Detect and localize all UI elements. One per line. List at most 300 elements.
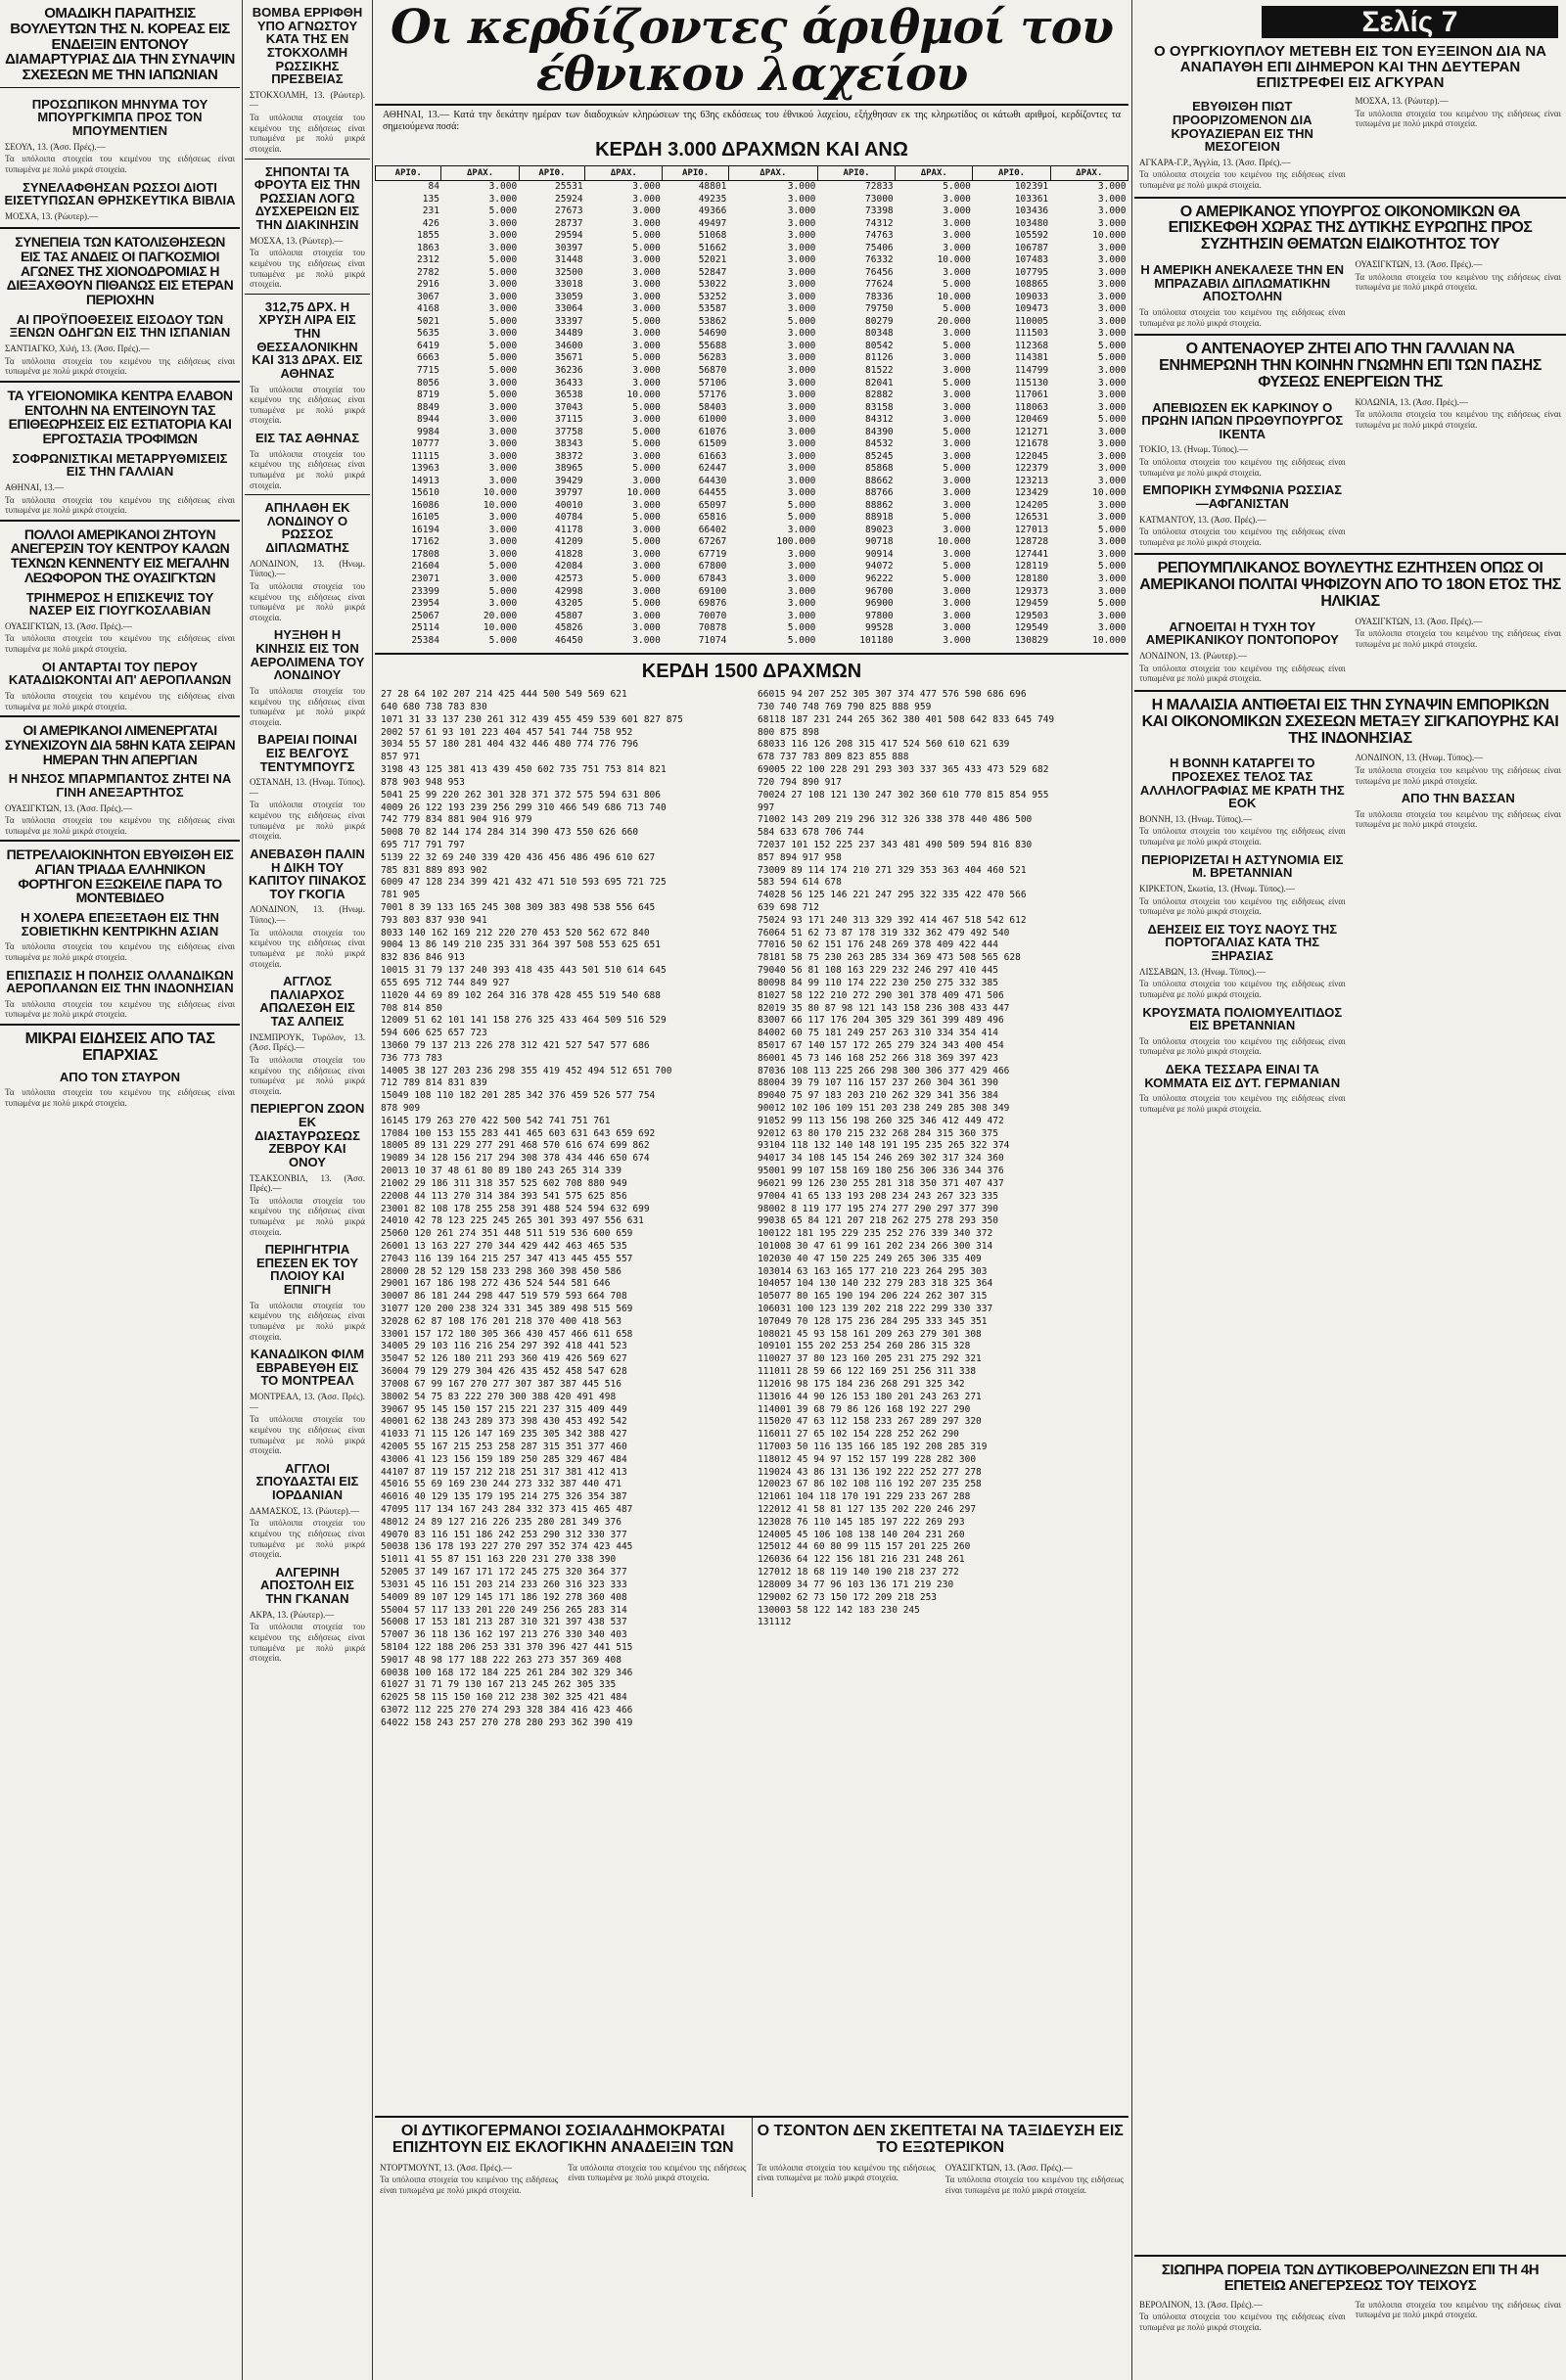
prize-amount: 5.000 — [632, 536, 661, 548]
lottery-row — [376, 267, 1128, 280]
winning-number-line: 13060 79 137 213 226 278 312 421 527 547 577 686 — [381, 1039, 650, 1051]
article-text: Τα υπόλοιπα στοιχεία του κειμένου της ειδήσεως είναι τυπωμένα με πολύ μικρά στοιχεία. — [5, 998, 235, 1020]
lottery-row — [376, 194, 1128, 206]
prize-amount: 3.000 — [943, 206, 971, 217]
lottery-row — [376, 181, 1128, 194]
winning-number-line: 110027 37 80 123 160 205 231 275 292 321 — [758, 1353, 982, 1365]
prize-amount: 3.000 — [632, 499, 661, 511]
ticket-number: 16105 — [411, 512, 439, 524]
prize-amount: 3.000 — [787, 217, 816, 229]
page-number-label: Σελίς 7 — [1262, 6, 1558, 38]
dateline: ΒΕΡΟΛΙΝΟΝ, 13. (Άσσ. Πρές).— — [1139, 2299, 1263, 2310]
prize-amount: 3.000 — [488, 291, 518, 302]
ticket-number: 129459 — [1014, 598, 1049, 610]
ticket-number: 38343 — [555, 438, 583, 450]
lottery-row — [376, 206, 1128, 218]
ticket-number: 109473 — [1014, 303, 1049, 315]
article-text: Τα υπόλοιπα στοιχεία του κειμένου της ειδήσεως είναι τυπωμένα με πολύ μικρά στοιχεία. — [1355, 2299, 1561, 2320]
prize-amount: 3.000 — [488, 426, 518, 437]
prize-amount: 3.000 — [632, 622, 661, 634]
article-text: Τα υπόλοιπα στοιχεία του κειμένου της ειδήσεως είναι τυπωμένα με πολύ μικρά στοιχεία. — [5, 494, 235, 516]
ticket-number: 2782 — [417, 266, 439, 278]
prize-amount: 3.000 — [943, 193, 971, 205]
prize-amount: 3.000 — [488, 450, 518, 462]
lottery-row — [376, 598, 1128, 611]
prize-amount: 3.000 — [943, 389, 971, 401]
winning-number-line: 29001 167 186 198 272 436 524 544 581 646 — [381, 1278, 611, 1290]
winning-number-line: 104057 104 130 140 232 279 283 318 325 364 — [758, 1278, 993, 1290]
winning-number-line: 124005 45 106 108 138 140 204 231 260 — [758, 1529, 965, 1540]
prize-amount: 5.000 — [632, 401, 661, 413]
ticket-number: 108865 — [1014, 279, 1049, 291]
winning-number-line: 86001 45 73 146 168 252 266 318 369 397 423 — [758, 1052, 998, 1064]
headline-gold-sovereign: 312,75 ΔΡΧ. Η ΧΡΥΣΗ ΛΙΡΑ ΕΙΣ ΤΗΝ ΘΕΣΣΑΛΟΝΙΚΗΝ ΚΑΙ 313 ΔΡΑΧ. ΕΙΣ ΑΘΗΝΑΣ — [252, 298, 363, 381]
prize-amount: 3.000 — [632, 303, 661, 315]
prize-amount: 3.000 — [488, 181, 518, 192]
prize-amount: 3.000 — [787, 585, 816, 597]
ticket-number: 109033 — [1014, 291, 1049, 302]
prize-amount: 3.000 — [1097, 450, 1127, 462]
ticket-number: 64430 — [698, 475, 727, 486]
lottery-row — [376, 525, 1128, 537]
prize-amount: 5.000 — [1097, 524, 1127, 535]
ticket-number: 65816 — [698, 512, 727, 524]
ticket-number: 88766 — [865, 487, 894, 499]
winning-number-line: 100122 181 195 229 235 252 276 339 340 372 — [758, 1228, 993, 1240]
ticket-number: 45807 — [555, 610, 583, 621]
winning-number-line: 68033 116 126 208 315 417 524 560 610 621 639 — [758, 739, 1010, 751]
subhead-ship-fate: ΑΓΝΟΕΙΤΑΙ Η ΤΥΧΗ ΤΟΥ ΑΜΕΡΙΚΑΝΙΚΟΥ ΠΟΝΤΟΠΟΡΟΥ — [1145, 618, 1339, 648]
dateline: ΛΙΣΣΑΒΩΝ, 13. (Ηνωμ. Τύπος).— — [1139, 966, 1266, 977]
lottery-row — [376, 365, 1128, 378]
lottery-row — [376, 414, 1128, 427]
ticket-number: 10777 — [411, 438, 439, 450]
ticket-number: 33018 — [555, 279, 583, 291]
winning-number-line: 32028 62 87 108 176 201 218 370 400 418 563 — [381, 1315, 622, 1327]
article-text: Τα υπόλοιπα στοιχεία του κειμένου της ειδήσεως είναι τυπωμένα με πολύ μικρά στοιχεία. — [1139, 663, 1346, 684]
ticket-number: 120469 — [1014, 414, 1049, 426]
prize-amount: 5.000 — [787, 512, 816, 524]
prize-amount: 3.000 — [1097, 610, 1127, 621]
ticket-number: 16194 — [411, 524, 439, 535]
subhead-bourguiba: ΠΡΟΣΩΠΙΚΟΝ ΜΗΝΥΜΑ ΤΟΥ ΜΠΟΥΡΓΚΙΜΠΑ ΠΡΟΣ ΤΟΝ ΜΠΟΥΜΕΝΤΙΕΝ — [31, 96, 208, 139]
winning-number-line: 11020 44 69 89 102 264 316 378 428 455 519 540 688 — [381, 989, 661, 1001]
prize-amount: 5.000 — [632, 598, 661, 610]
headline-canadian-film: ΚΑΝΑΔΙΚΟΝ ΦΙΛΜ ΕΒΡΑΒΕΥΘΗ ΕΙΣ ΤΟ ΜΟΝΤΡΕΑΛ — [250, 1347, 365, 1389]
ticket-number: 8944 — [417, 414, 439, 426]
winning-number-line: 54009 89 107 129 145 171 186 192 278 360 408 — [381, 1591, 627, 1603]
prize-amount: 3.000 — [488, 328, 518, 340]
ticket-number: 69876 — [698, 598, 727, 610]
ticket-number: 61076 — [698, 426, 727, 437]
headline-us-treasury: Ο ΑΜΕΡΙΚΑΝΟΣ ΥΠΟΥΡΓΟΣ ΟΙΚΟΝΟΜΙΚΩΝ ΘΑ ΕΠΙΣΚΕΦΘΗ ΧΩΡΑΣ ΤΗΣ ΔΥΤΙΚΗΣ ΕΥΡΩΠΗΣ ΠΡΟΣ ΣΥΖΗΤΗΣΙΝ ΘΕΜΑΤΩΝ ΕΙΔΙΚΟΤΗΤΟΣ ΤΟΥ — [1168, 203, 1533, 253]
winning-number-line: 79040 56 81 108 163 229 232 246 297 410 445 — [758, 965, 998, 977]
winning-number-line: 120023 67 86 102 108 116 192 207 235 258 — [758, 1479, 982, 1490]
prize-amount: 3.000 — [488, 536, 518, 548]
lottery-title-1500: ΚΕΡΔΗ 1500 ΔΡΑΧΜΩΝ — [641, 661, 862, 683]
lottery-header-row — [376, 166, 1128, 181]
ticket-number: 34600 — [555, 340, 583, 351]
winning-number-line: 53031 45 116 151 203 214 233 260 316 323 333 — [381, 1579, 627, 1590]
prize-amount: 3.000 — [943, 328, 971, 340]
ticket-number: 94072 — [865, 561, 894, 572]
dateline: ΑΚΡΑ, 13. (Ρώυτερ).— — [250, 1609, 335, 1620]
winning-number-line: 730 740 748 769 790 825 888 959 — [758, 702, 932, 712]
winning-number-line: 35047 52 126 180 211 293 360 419 426 569 627 — [381, 1353, 627, 1365]
headline-dodd-travel: Ο ΤΣΟΝΤΟΝ ΔΕΝ ΣΚΕΠΤΕΤΑΙ ΝΑ ΤΑΞΙΔΕΥΣΗ ΕΙΣ ΤΟ ΕΞΩΤΕΡΙΚΟΝ — [757, 2123, 1124, 2156]
lottery-row — [376, 243, 1128, 255]
prize-amount: 10.000 — [1092, 230, 1127, 242]
winning-numbers-left — [381, 689, 746, 1729]
ticket-number: 130829 — [1014, 634, 1049, 646]
prize-amount: 10.000 — [1092, 487, 1127, 499]
subhead-russians-arrested: ΣΥΝΕΛΑΦΘΗΣΑΝ ΡΩΣΣΟΙ ΔΙΟΤΙ ΕΙΣΕΤΥΠΩΣΑΝ ΘΡΗΣΚΕΥΤΙΚΑ ΒΙΒΛΙΑ — [4, 179, 236, 208]
dateline: ΒΟΝΝΗ, 13. (Ηνωμ. Τύπος).— — [1139, 813, 1253, 824]
winning-number-line: 857 894 917 958 — [758, 851, 842, 863]
prize-amount: 3.000 — [787, 450, 816, 462]
lottery-row — [376, 352, 1128, 365]
winning-number-line: 121061 104 118 170 191 229 233 267 288 — [758, 1491, 971, 1503]
prize-amount: 3.000 — [488, 230, 518, 242]
winning-number-line: 1071 31 33 137 230 261 312 439 455 459 539 601 827 875 — [381, 713, 683, 725]
article-text: Τα υπόλοιπα στοιχεία του κειμένου της ειδήσεως είναι τυπωμένα με πολύ μικρά στοιχεία. — [1355, 808, 1561, 830]
prize-amount: 3.000 — [787, 414, 816, 426]
prize-amount: 10.000 — [626, 389, 661, 401]
winning-number-line: 74028 56 125 146 221 247 295 322 335 422 470 566 — [758, 890, 1027, 901]
prize-amount: 5.000 — [488, 389, 518, 401]
ticket-number: 33064 — [555, 303, 583, 315]
ticket-number: 57106 — [698, 377, 727, 389]
ticket-number: 126531 — [1014, 512, 1049, 524]
column-2 — [245, 0, 370, 2380]
prize-amount: 3.000 — [943, 598, 971, 610]
prize-amount: 5.000 — [943, 340, 971, 351]
headline-stockholm-bomb: ΒΟΜΒΑ ΕΡΡΙΦΘΗ ΥΠΟ ΑΓΝΩΣΤΟΥ ΚΑΤΑ ΤΗΣ ΕΝ ΣΤΟΚΧΟΛΜΗ ΡΩΣΣΙΚΗΣ ΠΡΕΣΒΕΙΑΣ — [252, 5, 363, 87]
prize-amount: 3.000 — [943, 475, 971, 486]
ticket-number: 41828 — [555, 548, 583, 560]
ticket-number: 42084 — [555, 561, 583, 572]
prize-amount: 3.000 — [787, 206, 816, 217]
winning-number-line: 107049 70 128 175 236 284 295 333 345 351 — [758, 1315, 988, 1327]
prize-amount: 3.000 — [787, 242, 816, 253]
article-text: Τα υπόλοιπα στοιχεία του κειμένου της ειδήσεως είναι τυπωμένα με πολύ μικρά στοιχεία. — [250, 1414, 365, 1456]
winning-number-line: 95001 99 107 158 169 180 256 306 336 344 376 — [758, 1166, 1004, 1177]
article-text: Τα υπόλοιπα στοιχεία του κειμένου της ειδήσεως είναι τυπωμένα με πολύ μικρά στοιχεία. — [250, 1622, 365, 1664]
ticket-number: 82882 — [865, 389, 894, 401]
ticket-number: 88862 — [865, 499, 894, 511]
winning-number-line: 91052 99 113 156 198 260 325 346 412 449 472 — [758, 1115, 1004, 1126]
prize-amount: 10.000 — [483, 487, 518, 499]
headline-provincial-news: ΜΙΚΡΑΙ ΕΙΔΗΣΕΙΣ ΑΠΟ ΤΑΣ ΕΠΑΡΧΙΑΣ — [24, 1030, 215, 1064]
lottery-row — [376, 292, 1128, 304]
headline-berlin-wall-march: ΣΙΩΠΗΡΑ ΠΟΡΕΙΑ ΤΩΝ ΔΥΤΙΚΟΒΕΡΟΛΙΝΕΖΩΝ ΕΠΙ ΤΗ 4Η ΕΠΕΤΕΙΩ ΑΝΕΓΕΡΣΕΩΣ ΤΟΥ ΤΕΙΧΟΥΣ — [1161, 2262, 1540, 2294]
prize-amount: 5.000 — [632, 230, 661, 242]
prize-amount: 20.000 — [937, 315, 971, 327]
ticket-number: 3067 — [417, 291, 439, 302]
prize-amount: 3.000 — [1097, 291, 1127, 302]
winning-number-line: 57007 36 118 136 162 197 213 276 330 340 403 — [381, 1629, 627, 1641]
article-text: Τα υπόλοιπα στοιχεία του κειμένου της ειδήσεως είναι τυπωμένα με πολύ μικρά στοιχεία. — [1139, 169, 1346, 191]
winning-number-line: 785 831 889 893 902 — [381, 864, 487, 876]
winning-number-line: 97004 41 65 133 193 208 234 243 267 323 335 — [758, 1190, 998, 1202]
prize-amount: 3.000 — [488, 475, 518, 486]
prize-amount: 5.000 — [943, 181, 971, 192]
ticket-number: 67267 — [698, 536, 727, 548]
dateline: ΛΟΝΔΙΝΟΝ, 13. (Ηνωμ. Τύπος).— — [250, 904, 365, 926]
ticket-number: 58403 — [698, 401, 727, 413]
ticket-number: 29594 — [555, 230, 583, 242]
prize-amount: 3.000 — [1097, 364, 1127, 376]
winning-number-line: 73009 89 114 174 210 271 329 353 363 404 460 521 — [758, 864, 1027, 876]
winning-number-line: 15049 108 110 182 201 285 342 376 459 526 577 754 — [381, 1090, 656, 1102]
ticket-number: 128119 — [1014, 561, 1049, 572]
ticket-number: 84390 — [865, 426, 894, 437]
dateline: ΛΟΝΔΙΝΟΝ, 13. (Ρώυτερ).— — [1139, 651, 1247, 662]
prize-amount: 5.000 — [488, 561, 518, 572]
ticket-number: 103361 — [1014, 193, 1049, 205]
ticket-number: 51068 — [698, 230, 727, 242]
ticket-number: 13963 — [411, 463, 439, 475]
prize-amount: 5.000 — [943, 377, 971, 389]
prize-amount: 3.000 — [632, 475, 661, 486]
prize-amount: 3.000 — [787, 598, 816, 610]
lottery-row — [376, 303, 1128, 316]
prize-amount: 100.000 — [776, 536, 816, 548]
headline-tourist-drowned: ΠΕΡΙΗΓΗΤΡΙΑ ΕΠΕΣΕΝ ΕΚ ΤΟΥ ΠΛΟΙΟΥ ΚΑΙ ΕΠΝΙΓΗ — [256, 1242, 358, 1298]
headline-korea-resignation: ΟΜΑΔΙΚΗ ΠΑΡΑΙΤΗΣΙΣ ΒΟΥΛΕΥΤΩΝ ΤΗΣ Ν. ΚΟΡΕΑΣ ΕΙΣ ΕΝΔΕΙΞΙΝ ΕΝΤΟΝΟΥ ΔΙΑΜΑΡΤΥΡΙΑΣ ΔΙΑ ΤΗΝ ΣΥΝΑΨΙΝ ΣΧΕΣΕΩΝ ΜΕ ΤΗΝ ΙΑΠΩΝΙΑΝ — [5, 5, 235, 83]
lottery-row — [376, 586, 1128, 599]
article-text: Τα υπόλοιπα στοιχεία του κειμένου της ειδήσεως είναι τυπωμένα με πολύ μικρά στοιχεία. — [5, 154, 235, 174]
article-text: Τα υπόλοιπα στοιχεία του κειμένου της ειδήσεως είναι τυπωμένα με πολύ μικρά στοιχεία. — [250, 248, 365, 290]
prize-amount: 3.000 — [632, 548, 661, 560]
winning-number-line: 7001 8 39 133 165 245 308 309 383 498 538 556 645 — [381, 902, 656, 913]
prize-amount: 10.000 — [937, 291, 971, 302]
winning-number-line: 81027 58 122 210 272 290 301 378 409 471 506 — [758, 989, 1004, 1001]
winning-number-line: 130003 58 122 142 183 230 245 — [758, 1604, 920, 1616]
ticket-number: 80279 — [865, 315, 894, 327]
article-text: Τα υπόλοιπα στοιχεία του κειμένου της ειδήσεως είναι τυπωμένα με πολύ μικρά στοιχεία. — [250, 685, 365, 727]
lottery-section — [375, 0, 1128, 2380]
ticket-number: 7715 — [417, 364, 439, 376]
prize-amount: 5.000 — [787, 315, 816, 327]
prize-amount: 5.000 — [488, 364, 518, 376]
article-text: Τα υπόλοιπα στοιχεία του κειμένου της ειδήσεως είναι τυπωμένα με πολύ μικρά στοιχεία. — [250, 384, 365, 426]
winning-number-line: 16145 179 263 270 422 500 542 741 751 761 — [381, 1115, 611, 1126]
prize-amount: 3.000 — [787, 561, 816, 572]
prize-amount: 5.000 — [787, 634, 816, 646]
header-amount: ΔΡΑΧ. — [585, 166, 663, 181]
ticket-number: 16086 — [411, 499, 439, 511]
ticket-number: 112368 — [1014, 340, 1049, 351]
prize-amount: 5.000 — [632, 242, 661, 253]
prize-amount: 3.000 — [1097, 463, 1127, 475]
winning-number-line: 94017 34 108 145 154 246 269 302 317 324 360 — [758, 1153, 1004, 1165]
dateline: ΚΟΛΩΝΙΑ, 13. (Άσσ. Πρές).— — [1355, 396, 1468, 407]
ticket-number: 46450 — [555, 634, 583, 646]
ticket-number: 17808 — [411, 548, 439, 560]
ticket-number: 56283 — [698, 352, 727, 364]
ticket-number: 124205 — [1014, 499, 1049, 511]
ticket-number: 2916 — [417, 279, 439, 291]
ticket-number: 8056 — [417, 377, 439, 389]
winning-number-line: 8033 140 162 169 212 220 270 453 520 562 672 840 — [381, 927, 650, 938]
winning-number-line: 51011 41 55 87 151 163 220 231 270 338 390 — [381, 1554, 617, 1566]
winning-number-line: 68118 187 231 244 265 362 380 401 508 642 833 645 749 — [758, 713, 1055, 725]
ticket-number: 38965 — [555, 463, 583, 475]
header-amount: ΔΡΑΧ. — [896, 166, 973, 181]
prize-amount: 3.000 — [1097, 303, 1127, 315]
winning-number-line: 46016 40 129 135 179 195 214 275 326 354 387 — [381, 1491, 627, 1503]
prize-amount: 3.000 — [632, 524, 661, 535]
prize-amount: 3.000 — [943, 414, 971, 426]
subhead-russia-afghanistan: ΕΜΠΟΡΙΚΗ ΣΥΜΦΩΝΙΑ ΡΩΣΣΙΑΣ—ΑΦΓΑΝΙΣΤΑΝ — [1142, 482, 1343, 511]
ticket-number: 73398 — [865, 206, 894, 217]
prize-amount: 3.000 — [787, 364, 816, 376]
headline-west-german-socialists: ΟΙ ΔΥΤΙΚΟΓΕΡΜΑΝΟΙ ΣΟΣΙΑΛΔΗΜΟΚΡΑΤΑΙ ΕΠΙΖΗΤΟΥΝ ΕΙΣ ΕΚΛΟΓΙΚΗΝ ΑΝΑΔΕΙΞΙΝ ΤΩΝ — [392, 2123, 734, 2156]
winning-number-line: 37008 67 99 167 270 277 307 387 387 445 516 — [381, 1378, 622, 1390]
prize-amount: 3.000 — [1097, 242, 1127, 253]
winning-number-line: 128009 34 77 96 103 136 171 219 230 — [758, 1579, 954, 1590]
ticket-number: 52847 — [698, 266, 727, 278]
prize-amount: 3.000 — [787, 610, 816, 621]
winning-number-line: 878 909 — [381, 1103, 421, 1114]
winning-number-line: 5041 25 99 220 262 301 328 371 372 575 594 631 806 — [381, 789, 661, 801]
prize-amount: 3.000 — [787, 524, 816, 535]
ticket-number: 43205 — [555, 598, 583, 610]
ticket-number: 110005 — [1014, 315, 1049, 327]
prize-amount: 3.000 — [488, 438, 518, 450]
prize-amount: 5.000 — [488, 634, 518, 646]
winning-number-line: 52005 37 149 167 171 172 245 275 320 364 377 — [381, 1567, 627, 1579]
prize-amount: 3.000 — [1097, 315, 1127, 327]
subhead-ikeda: ΑΠΕΒΙΩΣΕΝ ΕΚ ΚΑΡΚΙΝΟΥ Ο ΠΡΩΗΝ ΙΑΠΩΝ ΠΡΩΘΥΠΟΥΡΓΟΣ ΙΚΕΝΤΑ — [1141, 399, 1344, 441]
prize-amount: 10.000 — [626, 487, 661, 499]
article-text: Τα υπόλοιπα στοιχεία του κειμένου της ειδήσεως είναι τυπωμένα με πολύ μικρά στοιχεία. — [380, 2174, 559, 2195]
article-text: Τα υπόλοιπα στοιχεία του κειμένου της ειδήσεως είναι τυπωμένα με πολύ μικρά στοιχεία. — [250, 927, 365, 969]
prize-amount: 3.000 — [943, 622, 971, 634]
ticket-number: 35671 — [555, 352, 583, 364]
prize-amount: 3.000 — [632, 340, 661, 351]
ticket-number: 54690 — [698, 328, 727, 340]
ticket-number: 74763 — [865, 230, 894, 242]
dateline: ΟΥΑΣΙΓΚΤΩΝ, 13. (Άσσ. Πρές).— — [5, 802, 132, 813]
ticket-number: 5021 — [417, 315, 439, 327]
winning-number-line: 113016 44 90 126 153 180 201 243 263 271 — [758, 1391, 982, 1402]
winning-number-line: 92012 63 80 170 215 232 268 284 315 360 375 — [758, 1127, 998, 1139]
winning-number-line: 742 779 834 881 904 916 979 — [381, 814, 532, 826]
ticket-number: 102391 — [1014, 181, 1049, 192]
winning-number-line: 123028 76 110 145 185 197 222 269 293 — [758, 1516, 965, 1528]
ticket-number: 66402 — [698, 524, 727, 535]
lottery-row — [376, 487, 1128, 500]
dateline: ΚΙΡΚΕΤΟΝ, Σκωτία, 13. (Ηνωμ. Τύπος).— — [1139, 883, 1295, 893]
winning-number-line: 38002 54 75 83 222 270 300 388 420 491 498 — [381, 1391, 617, 1402]
prize-amount: 5.000 — [632, 573, 661, 584]
subhead-cholera: Η ΧΟΛΕΡΑ ΕΠΕΞΕΤΑΘΗ ΕΙΣ ΤΗΝ ΣΟΒΙΕΤΙΚΗΝ ΚΕΝΤΡΙΚΗΝ ΑΣΙΑΝ — [21, 910, 219, 938]
prize-amount: 3.000 — [943, 352, 971, 364]
lottery-row — [376, 389, 1128, 402]
ticket-number: 33397 — [555, 315, 583, 327]
dateline: ΛΟΝΔΙΝΟΝ, 13. (Ηνωμ. Τύπος).— — [250, 558, 365, 579]
lottery-row — [376, 549, 1128, 562]
ticket-number: 25067 — [411, 610, 439, 621]
winning-number-line: 878 903 948 953 — [381, 776, 465, 788]
winning-number-line: 84002 60 75 181 249 257 263 310 334 354 414 — [758, 1028, 998, 1039]
ticket-number: 88662 — [865, 475, 894, 486]
winning-number-line: 47095 117 134 167 243 284 332 373 415 465 487 — [381, 1504, 633, 1515]
prize-amount: 5.000 — [943, 303, 971, 315]
header-amount: ΔΡΑΧ. — [441, 166, 519, 181]
prize-amount: 5.000 — [1097, 340, 1127, 351]
ticket-number: 96222 — [865, 573, 894, 584]
prize-amount: 3.000 — [488, 524, 518, 535]
ticket-number: 111503 — [1014, 328, 1049, 340]
ticket-number: 118063 — [1014, 401, 1049, 413]
ticket-number: 127441 — [1014, 548, 1049, 560]
winning-number-line: 119024 43 86 131 136 192 222 252 277 278 — [758, 1466, 982, 1478]
headline-teddy-boys: ΒΑΡΕΙΑΙ ΠΟΙΝΑΙ ΕΙΣ ΒΕΛΓΟΥΣ ΤΕΝΤΥΜΠΟΥΓΣ — [257, 732, 357, 774]
article-text: Τα υπόλοιπα στοιχεία του κειμένου της ειδήσεως είναι τυπωμένα με πολύ μικρά στοιχεία. — [1139, 826, 1346, 847]
lottery-row — [376, 254, 1128, 267]
ticket-number: 25384 — [411, 634, 439, 646]
prize-amount: 3.000 — [787, 181, 816, 192]
winning-number-line: 82019 35 80 87 98 121 143 158 236 308 433 447 — [758, 1002, 1010, 1014]
prize-amount: 5.000 — [943, 463, 971, 475]
ticket-number: 78336 — [865, 291, 894, 302]
ticket-number: 90914 — [865, 548, 894, 560]
winning-number-line: 78181 58 75 230 263 285 334 369 473 508 565 628 — [758, 952, 1021, 964]
winning-number-line: 2002 57 61 93 101 223 404 457 541 744 758 952 — [381, 726, 633, 738]
prize-amount: 3.000 — [787, 340, 816, 351]
ticket-number: 101180 — [859, 634, 894, 646]
ticket-number: 42573 — [555, 573, 583, 584]
article-text: Τα υπόλοιπα στοιχεία του κειμένου της ειδήσεως είναι τυπωμένα με πολύ μικρά στοιχεία. — [1355, 271, 1561, 293]
article-text: Τα υπόλοιπα στοιχεία του κειμένου της ειδήσεως είναι τυπωμένα με πολύ μικρά στοιχεία. — [1139, 2311, 1346, 2332]
dateline: ΟΣΤΑΝΔΗ, 13. (Ηνωμ. Τύπος).— — [250, 777, 365, 798]
headline-english-students: ΑΓΓΛΟΙ ΣΠΟΥΔΑΣΤΑΙ ΕΙΣ ΙΟΡΔΑΝΙΑΝ — [255, 1460, 359, 1503]
winning-number-line: 36004 79 129 279 304 426 435 452 458 547 628 — [381, 1366, 627, 1378]
lottery-row — [376, 476, 1128, 488]
prize-amount: 3.000 — [787, 230, 816, 242]
ticket-number: 64455 — [698, 487, 727, 499]
article-text: Τα υπόλοιπα στοιχεία του κειμένου της ειδήσεως είναι τυπωμένα με πολύ μικρά στοιχεία. — [5, 815, 235, 836]
ticket-number: 135 — [422, 193, 439, 205]
winning-number-line: 26001 13 163 227 270 344 429 442 463 465 535 — [381, 1240, 627, 1252]
ticket-number: 49366 — [698, 206, 727, 217]
winning-number-line: 27043 116 139 164 215 257 347 413 445 455 557 — [381, 1253, 633, 1264]
winning-number-line: 857 971 — [381, 752, 421, 763]
prize-amount: 3.000 — [1097, 438, 1127, 450]
prize-amount: 10.000 — [937, 254, 971, 266]
winning-number-line: 85017 67 140 157 172 265 279 324 343 400 454 — [758, 1039, 1004, 1051]
header-number: ΑΡΙΘ. — [817, 166, 895, 181]
winning-number-line: 655 695 712 744 849 927 — [381, 977, 510, 988]
ticket-number: 6663 — [417, 352, 439, 364]
winning-number-line: 793 803 837 930 941 — [381, 914, 487, 926]
winning-number-line: 997 — [758, 801, 775, 813]
ticket-number: 96900 — [865, 598, 894, 610]
headline-andes-landslides: ΣΥΝΕΠΕΙΑ ΤΩΝ ΚΑΤΟΛΙΣΘΗΣΕΩΝ ΕΙΣ ΤΑΣ ΑΝΔΕΙΣ ΟΙ ΠΑΓΚΟΣΜΙΟΙ ΑΓΩΝΕΣ ΤΗΣ ΧΙΟΝΟΔΡΟΜΙΑΣ Η ΔΙΕΞΑΧΘΟΥΝ ΠΙΘΑΝΩΣ ΕΙΣ ΕΤΕΡΑΝ ΠΕΡΙΟΧΗΝ — [6, 234, 234, 308]
ticket-number: 56870 — [698, 364, 727, 376]
article-text: Τα υπόλοιπα στοιχεία του κειμένου της ειδήσεως είναι τυπωμένα με πολύ μικρά στοιχεία. — [250, 1195, 365, 1237]
winning-number-line: 584 633 678 706 744 — [758, 827, 864, 839]
lottery-row — [376, 561, 1128, 573]
prize-amount: 3.000 — [787, 389, 816, 401]
ticket-number: 96700 — [865, 585, 894, 597]
dateline: ΣΤΟΚΧΟΛΜΗ, 13. (Ρώυτερ).— — [250, 89, 365, 111]
header-number: ΑΡΙΘ. — [376, 166, 441, 181]
prize-amount: 5.000 — [787, 499, 816, 511]
